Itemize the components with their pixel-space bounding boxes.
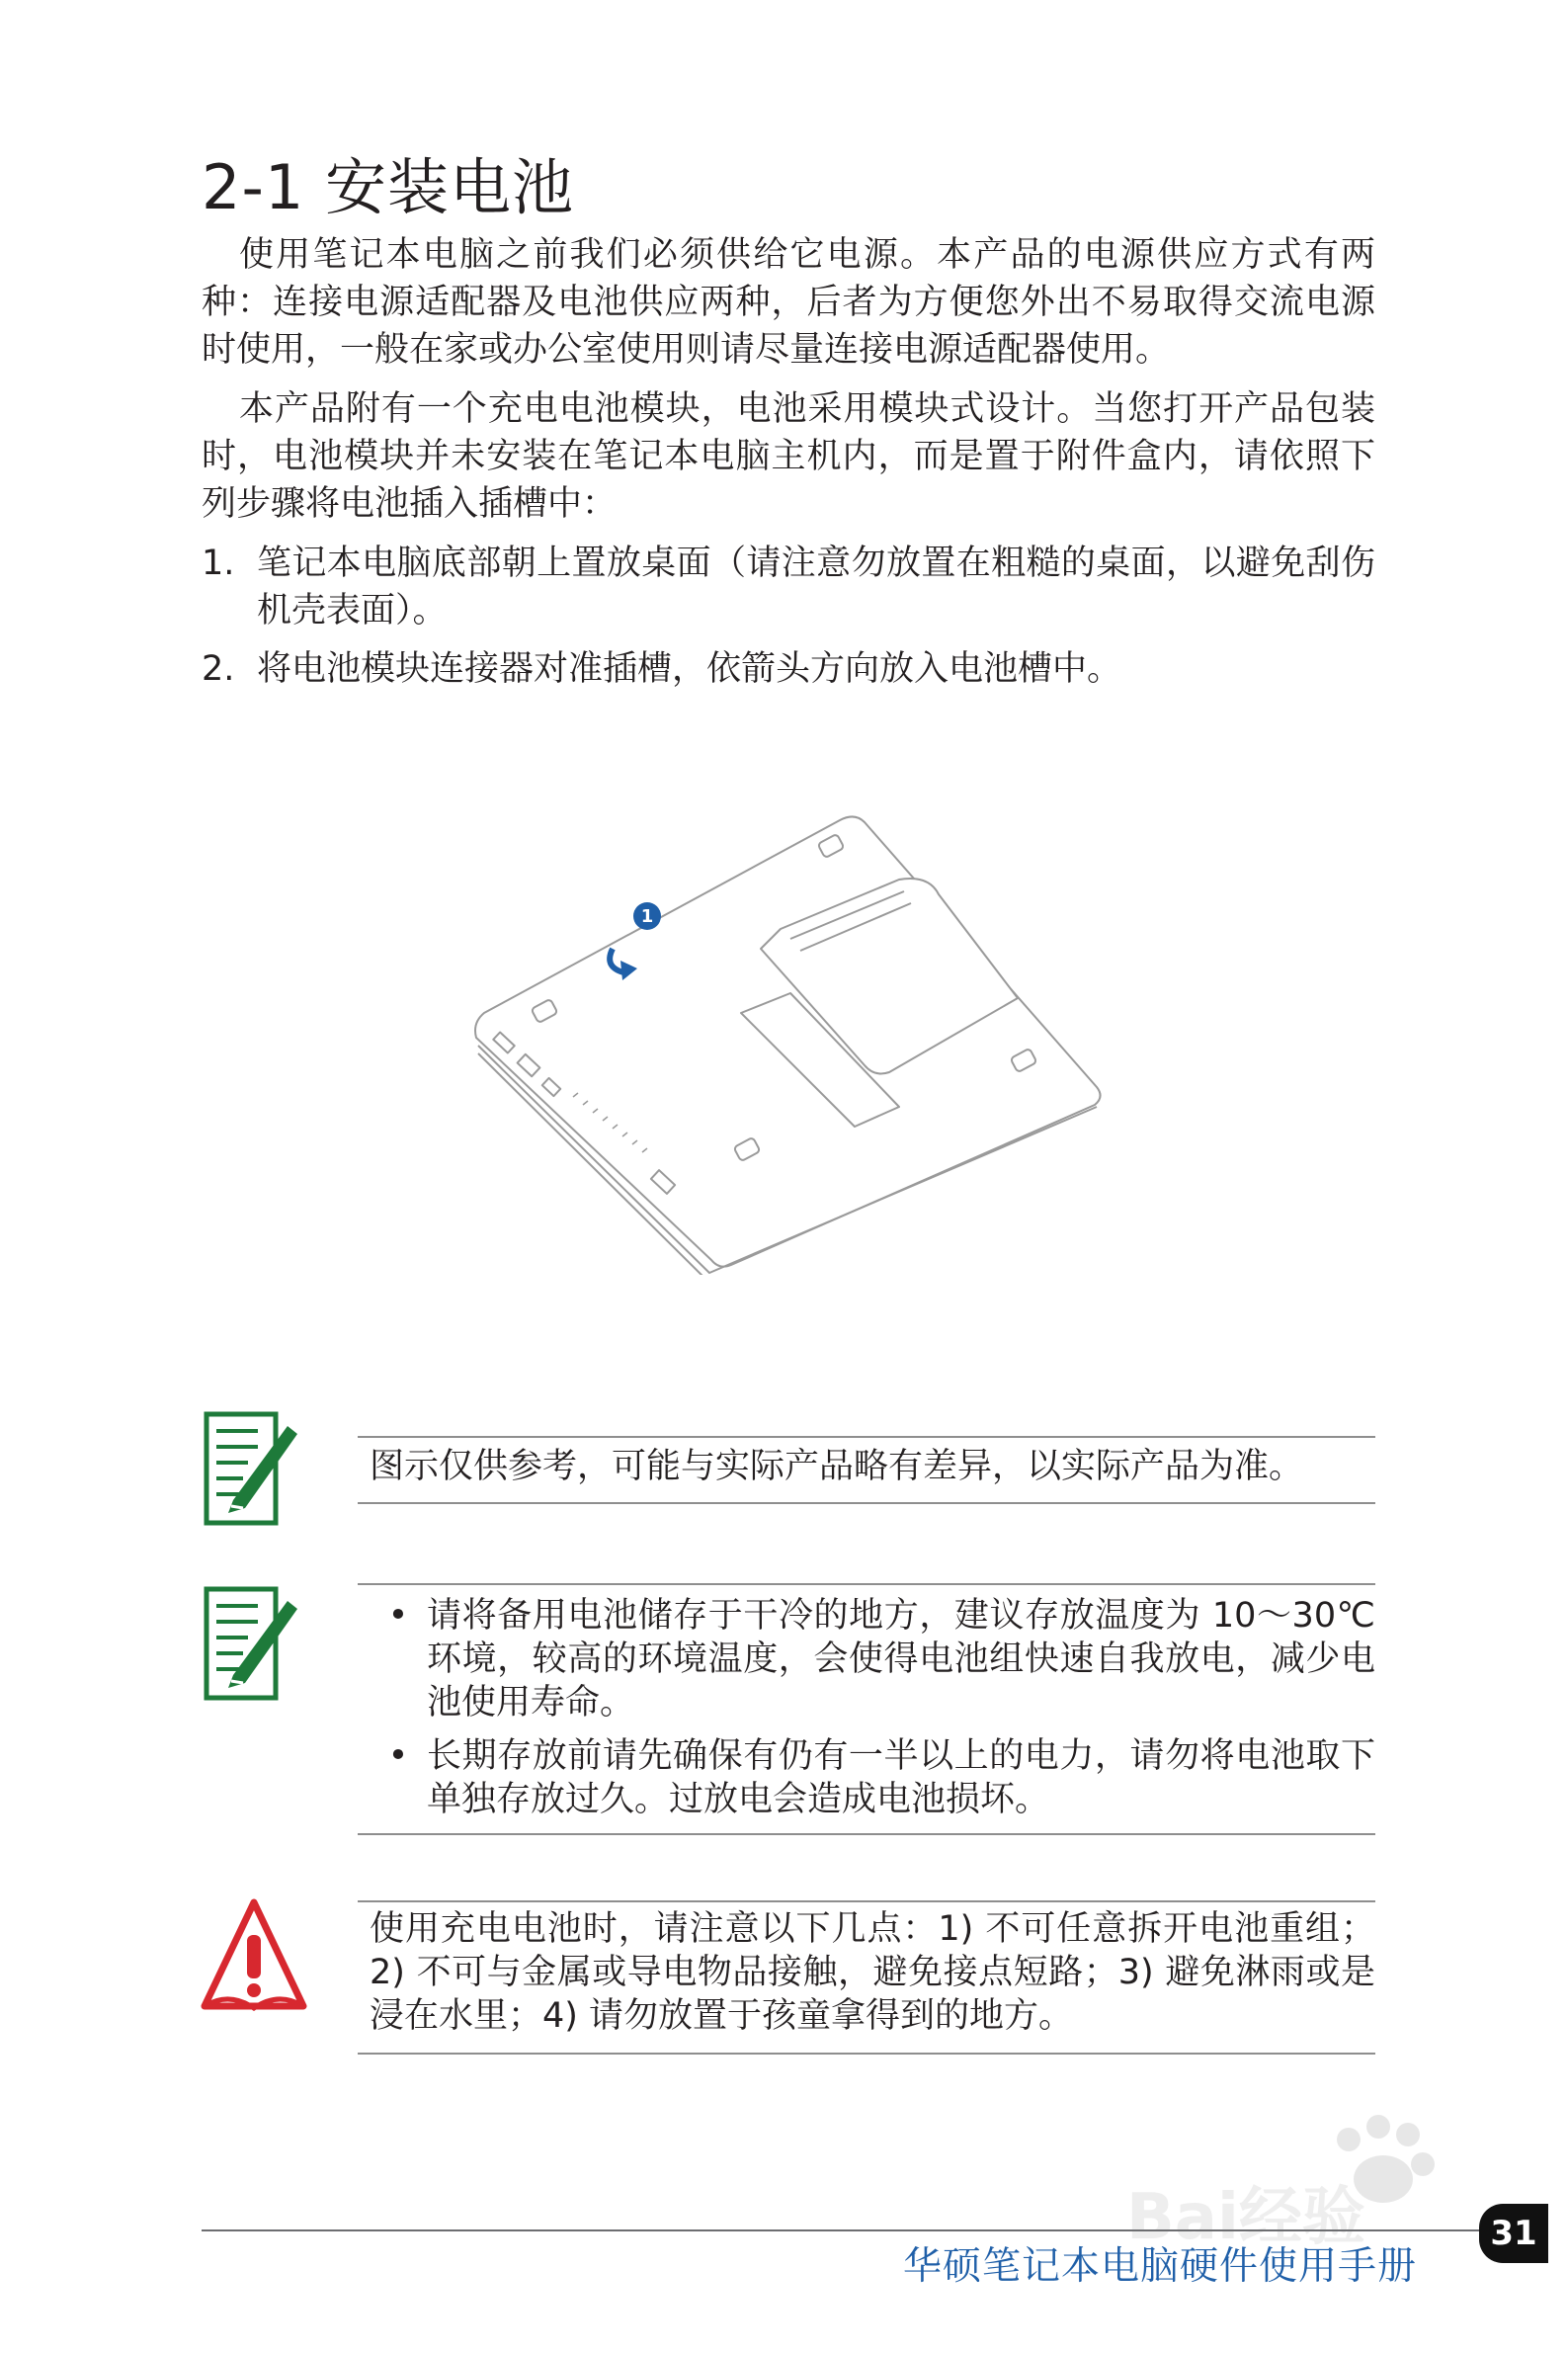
note-pencil-icon	[204, 1411, 302, 1528]
warning-divider	[358, 2053, 1375, 2055]
bullet-dot: •	[387, 1596, 409, 1636]
step-item	[202, 540, 1375, 634]
note-pencil-icon	[204, 1586, 302, 1703]
note-bullet-item	[370, 1594, 1375, 1724]
watermark-text: Bai经验	[1126, 2181, 1365, 2254]
section-title: 2-1 安装电池	[202, 151, 574, 223]
note-divider	[358, 1583, 1375, 1585]
warning-text: 使用充电电池时，请注意以下几点：1) 不可任意拆开电池重组；2) 不可与金属或导电物品接触，避免接点短路；3) 避免淋雨或是浸在水里；4) 请勿放置于孩童拿得到的地方。	[370, 1909, 1375, 2036]
step-item	[202, 645, 1375, 693]
bullet-dot: •	[387, 1736, 409, 1776]
note-bullet-item	[370, 1734, 1375, 1821]
laptop-battery-illustration	[464, 800, 1107, 1275]
battery-paragraph: 本产品附有一个充电电池模块，电池采用模块式设计。当您打开产品包装时，电池模块并未安装在笔记本电脑主机内，而是置于附件盒内，请依照下列步骤将电池插入插槽中：	[202, 389, 1375, 524]
footer-manual-title: 华硕笔记本电脑硬件使用手册	[903, 2244, 1418, 2289]
step-number: 2.	[202, 649, 235, 689]
bullet-text: 请将备用电池储存于干冷的地方，建议存放温度为 10～30℃环境，较高的环境温度，会使得电池组快速自我放电，减少电池使用寿命。	[427, 1596, 1375, 1723]
note-divider	[358, 1833, 1375, 1835]
note-divider	[358, 1502, 1375, 1504]
note-divider	[358, 1436, 1375, 1438]
intro-paragraph: 使用笔记本电脑之前我们必须供给它电源。本产品的电源供应方式有两种：连接电源适配器及电池供应两种，后者为方便您外出不易取得交流电源时使用，一般在家或办公室使用则请尽量连接电源适配器使用。	[202, 235, 1375, 370]
note-text: 图示仅供参考，可能与实际产品略有差异，以实际产品为准。	[370, 1447, 1304, 1486]
bullet-text: 长期存放前请先确保有仍有一半以上的电力，请勿将电池取下单独存放过久。过放电会造成电池损坏。	[427, 1736, 1375, 1819]
warning-icon	[200, 1897, 308, 2016]
footer-divider	[202, 2229, 1486, 2231]
step-number: 1.	[202, 544, 235, 583]
callout-number: 1	[640, 906, 654, 927]
warning-divider	[358, 1900, 1375, 1902]
page-number: 31	[1479, 2204, 1548, 2263]
step-text: 将电池模块连接器对准插槽，依箭头方向放入电池槽中。	[257, 649, 1122, 689]
step-text: 笔记本电脑底部朝上置放桌面（请注意勿放置在粗糙的桌面，以避免刮伤机壳表面）。	[257, 544, 1375, 630]
